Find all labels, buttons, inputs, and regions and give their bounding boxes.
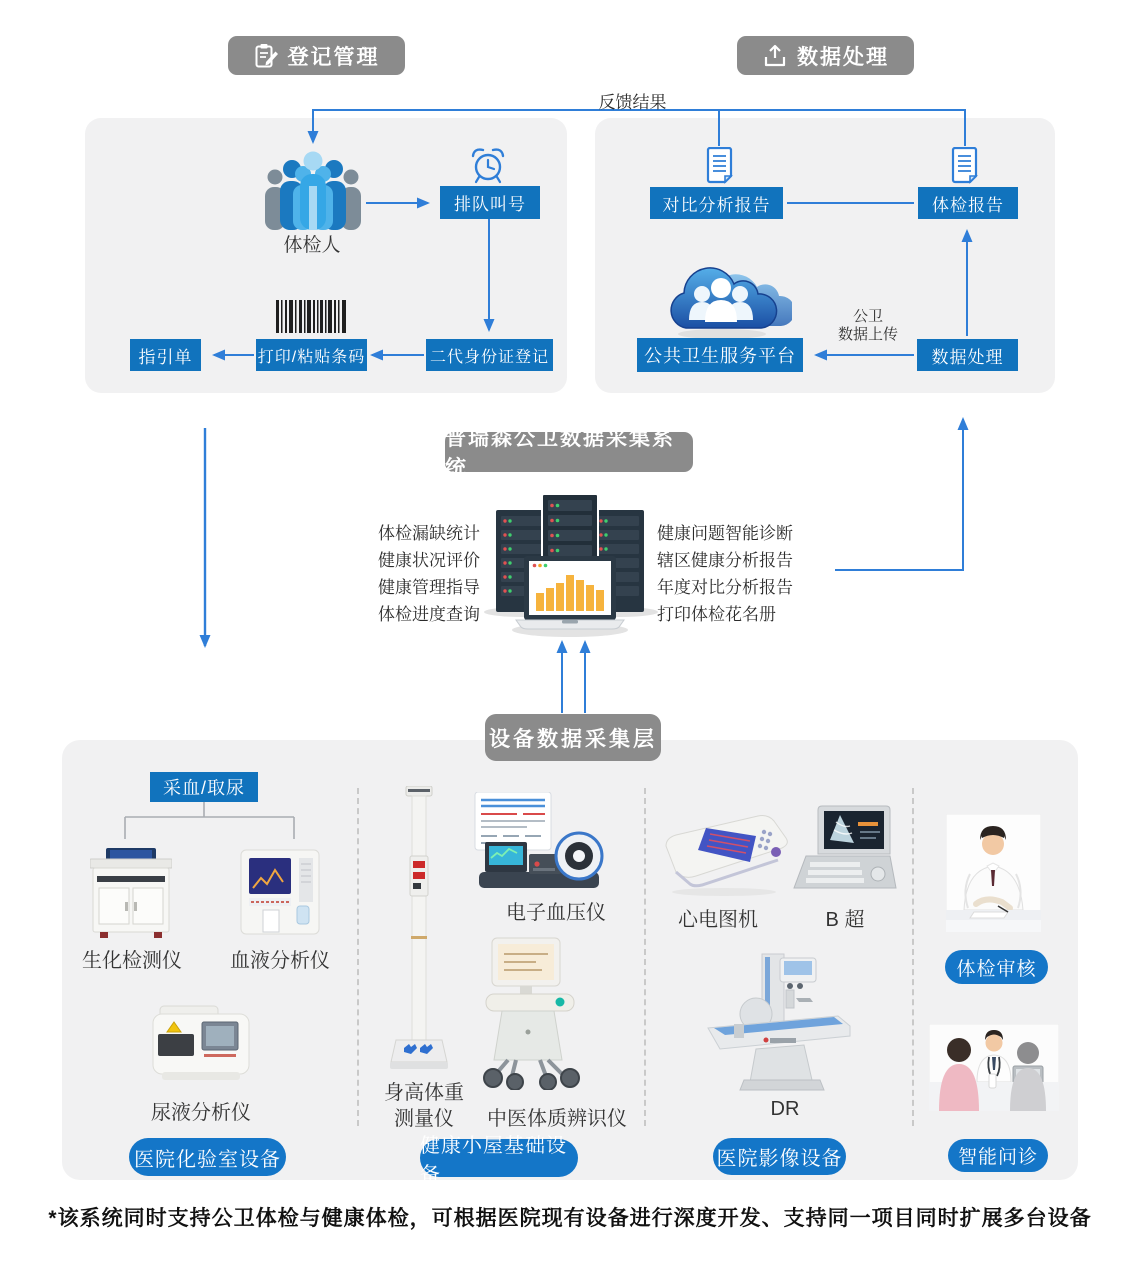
b-ultrasound-illustration [792, 802, 898, 898]
health-hut-badge: 健康小屋基础设备 [420, 1139, 578, 1177]
bp-monitor-label: 电子血压仪 [506, 902, 606, 924]
system-title-button: 普瑞森公卫数据采集系统 [445, 432, 693, 472]
server-cluster-icon [478, 490, 662, 642]
biochemical-analyzer-label: 生化检测仪 [82, 950, 182, 972]
column-divider [644, 788, 646, 1126]
device-layer-title-button: 设备数据采集层 [485, 714, 661, 761]
lab-equipment-badge: 医院化验室设备 [129, 1138, 286, 1176]
feature-item: 健康状况评价 [378, 551, 480, 570]
imaging-equipment-badge: 医院影像设备 [713, 1138, 846, 1175]
system-right-features [657, 520, 793, 628]
column-divider [357, 788, 359, 1126]
cloud-users-icon [656, 246, 792, 340]
ecg-machine-label: 心电图机 [678, 909, 758, 931]
feature-item: 打印体检花名册 [657, 605, 776, 624]
exam-review-badge: 体检审核 [945, 950, 1048, 984]
feature-item: 辖区健康分析报告 [657, 551, 793, 570]
tcm-analyzer-label: 中医体质辨识仪 [487, 1108, 627, 1130]
platform-box: 公共卫生服务平台 [637, 338, 803, 372]
processing-header-label: 数据处理 [797, 45, 889, 69]
feature-item: 健康管理指导 [378, 578, 480, 597]
registration-header-label: 登记管理 [287, 45, 380, 69]
b-ultrasound-label: B 超 [825, 909, 865, 931]
document-icon [951, 147, 978, 185]
id-register-box: 二代身份证登记 [426, 339, 553, 371]
exam-report-box: 体检报告 [918, 187, 1018, 219]
height-weight-label-line2: 测量仪 [394, 1108, 454, 1130]
data-process-box: 数据处理 [917, 339, 1018, 371]
compare-report-box: 对比分析报告 [650, 187, 783, 219]
biochemical-analyzer-illustration [90, 848, 172, 940]
blood-analyzer-illustration [237, 848, 323, 940]
feature-item: 体检进度查询 [378, 605, 480, 624]
smart-consult-badge: 智能问诊 [948, 1139, 1048, 1172]
guide-sheet-box: 指引单 [130, 339, 201, 371]
column-divider [912, 788, 914, 1126]
feature-item: 健康问题智能诊断 [657, 524, 793, 543]
clipboard-pen-icon [254, 43, 279, 69]
height-weight-machine-illustration [390, 786, 448, 1078]
consultation-photo [929, 1024, 1059, 1111]
print-barcode-box: 打印/粘贴条码 [256, 339, 367, 371]
feature-item: 体检漏缺统计 [378, 524, 480, 543]
dr-machine-label: DR [770, 1098, 800, 1120]
tcm-constitution-analyzer-illustration [478, 936, 593, 1090]
system-left-features [378, 520, 480, 628]
processing-header-button [737, 36, 914, 75]
footer-note: *该系统同时支持公卫体检与健康体检，可根据医院现有设备进行深度开发、支持同一项目同时扩展多台设备 [48, 1207, 1092, 1230]
ecg-machine-illustration [660, 796, 792, 898]
upload-icon [762, 43, 788, 69]
height-weight-label-line1: 身高体重 [384, 1082, 464, 1104]
doctor-review-photo [946, 814, 1041, 932]
dr-machine-illustration [700, 952, 860, 1094]
upload-label-line2: 数据上传 [837, 326, 898, 343]
alarm-clock-icon [468, 145, 508, 184]
upload-label-line1: 公卫 [852, 308, 883, 325]
blood-analyzer-label: 血液分析仪 [230, 950, 330, 972]
barcode-icon [276, 300, 346, 333]
feedback-label: 反馈结果 [598, 93, 667, 112]
queue-call-box: 排队叫号 [440, 186, 540, 219]
urine-analyzer-label: 尿液分析仪 [151, 1102, 251, 1124]
document-icon [706, 147, 733, 185]
registration-header-button [228, 36, 405, 75]
urine-analyzer-illustration [150, 1004, 252, 1084]
feature-item: 年度对比分析报告 [657, 578, 793, 597]
blood-urine-sample-box: 采血/取尿 [150, 772, 258, 802]
people-group-icon [262, 146, 364, 230]
blood-pressure-monitor-illustration [467, 792, 605, 898]
person-label: 体检人 [283, 235, 341, 256]
